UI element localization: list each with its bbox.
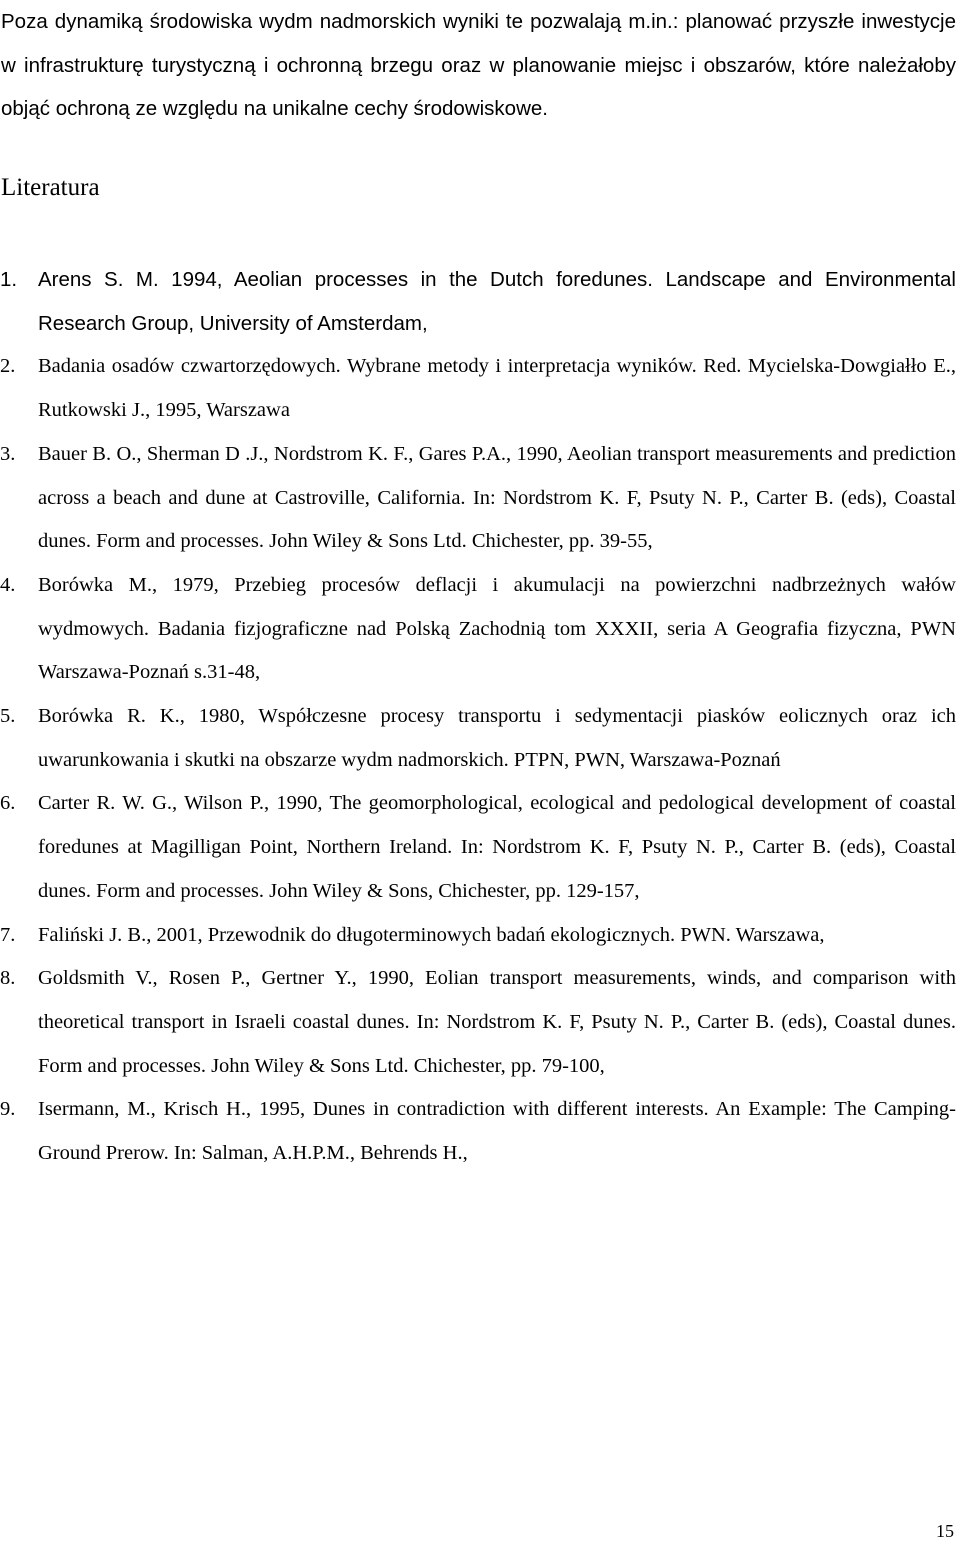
reference-number: 4. [0, 573, 16, 596]
reference-text: Faliński J. B., 2001, Przewodnik do długoterminowych badań ekologicznych. PWN. Warszawa, [38, 923, 825, 946]
reference-text: Bauer B. O., Sherman D .J., Nordstrom K. F., Gares P.A., 1990, Aeolian transport measurements and prediction across a beach and dune at Castroville, California. In: Nordstrom K. F, Psuty N. P., Carter B. (eds), Coastal dunes. Form and processes. John Wiley & Sons Ltd. Chichester, pp. 39-55, [38, 442, 956, 553]
reference-number: 7. [0, 923, 16, 946]
reference-item [0, 345, 956, 432]
reference-number: 3. [0, 442, 16, 465]
reference-number: 9. [0, 1098, 16, 1121]
reference-item [0, 782, 956, 913]
reference-item [0, 258, 956, 345]
reference-text: Isermann, M., Krisch H., 1995, Dunes in contradiction with different interests. An Example: The Camping-Ground Prerow. In: Salman, A.H.P.M., Behrends H., [38, 1098, 956, 1165]
reference-text: Borówka M., 1979, Przebieg procesów deflacji i akumulacji na powierzchni nadbrzeżnych wałów wydmowych. Badania fizjograficzne nad Polską Zachodnią tom XXXII, seria A Geografia fizyczna, PWN Warszawa-Poznań s.31-48, [38, 573, 956, 684]
reference-item [0, 1088, 956, 1175]
reference-text: Borówka R. K., 1980, Współczesne procesy transportu i sedymentacji piasków eolicznych oraz ich uwarunkowania i skutki na obszarze wydm nadmorskich. PTPN, PWN, Warszawa-Poznań [38, 705, 956, 771]
reference-number: 8. [0, 967, 16, 990]
reference-text: Badania osadów czwartorzędowych. Wybrane metody i interpretacja wyników. Red. Mycielska-Dowgiałło E., Rutkowski J., 1995, Warszawa [38, 355, 956, 422]
reference-item [0, 564, 956, 695]
page-number: 15 [936, 1521, 954, 1541]
reference-item [0, 914, 956, 958]
reference-number: 2. [0, 355, 16, 378]
reference-text: Goldsmith V., Rosen P., Gertner Y., 1990, Eolian transport measurements, winds, and comparison with theoretical transport in Israeli coastal dunes. In: Nordstrom K. F, Psuty N. P., Carter B. (eds), Coastal dunes. Form and processes. John Wiley & Sons Ltd. Chichester, pp. 79-100, [38, 967, 956, 1077]
reference-text: Arens S. M. 1994, Aeolian processes in the Dutch foredunes. Landscape and Environmental Research Group, University of Amsterdam, [38, 268, 956, 335]
reference-number: 6. [0, 792, 16, 815]
reference-number: 1. [0, 268, 18, 291]
section-heading: Literatura [1, 174, 100, 201]
reference-number: 5. [0, 705, 16, 728]
reference-item [0, 957, 956, 1088]
reference-item [0, 433, 956, 564]
reference-item [0, 695, 956, 782]
reference-list [0, 258, 956, 1176]
reference-text: Carter R. W. G., Wilson P., 1990, The geomorphological, ecological and pedological development of coastal foredunes at Magilligan Point, Northern Ireland. In: Nordstrom K. F, Psuty N. P., Carter B. (eds), Coastal dunes. Form and processes. John Wiley & Sons, Chichester, pp. 129-157, [38, 792, 956, 902]
intro-paragraph: Poza dynamiką środowiska wydm nadmorskich wyniki te pozwalają m.in.: planować przyszłe inwestycje w infrastrukturę turystyczną i ochronną brzegu oraz w planowanie miejsc i obszarów, które należałoby objąć ochroną ze względu na unikalne cechy środowiskowe. [1, 10, 956, 120]
